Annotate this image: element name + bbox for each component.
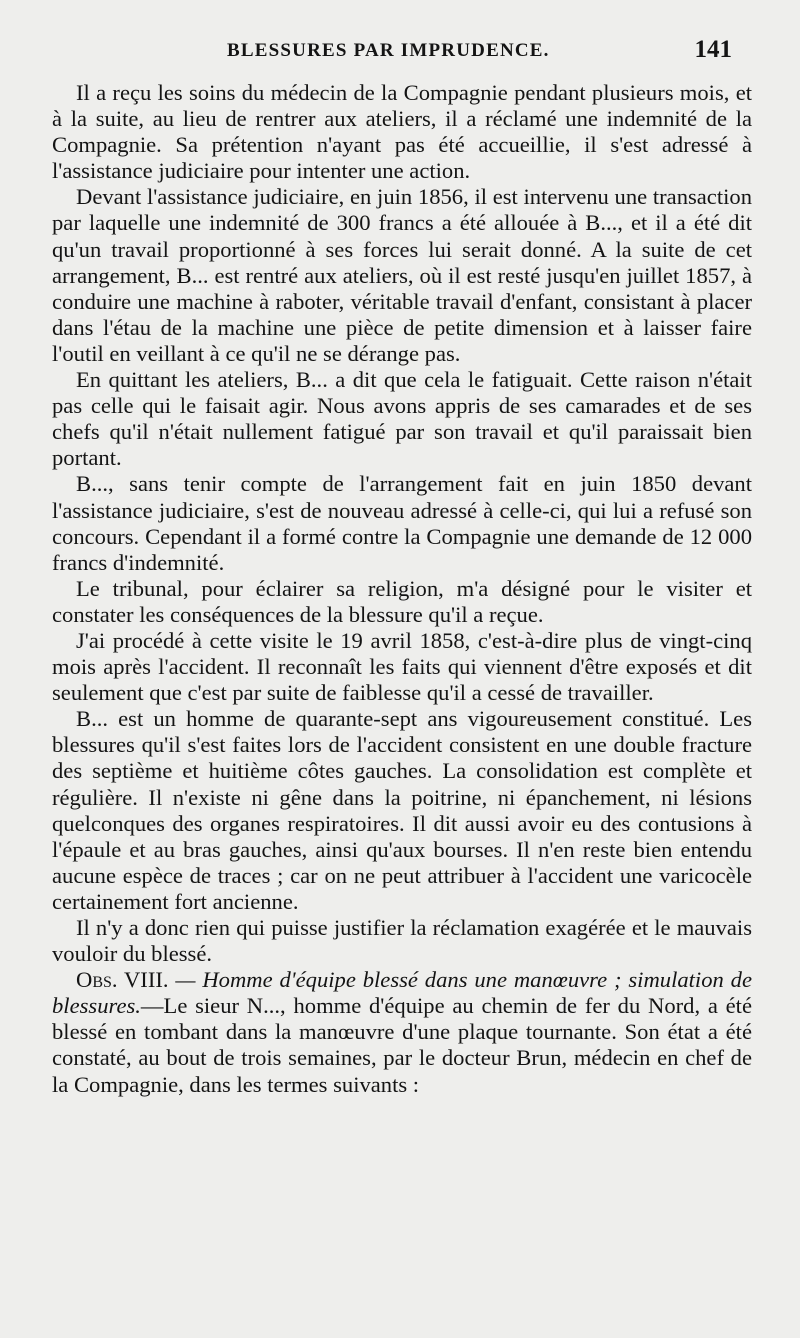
paragraph: J'ai procédé à cette visite le 19 avril 1858, c'est-à-dire plus de vingt-cinq mois après l'accident. Il reconnaît les faits qui viennent d'être exposés et dit seulement que c'est par suite de faiblesse qu'il a cessé de travailler. — [52, 627, 752, 706]
paragraph: Il a reçu les soins du médecin de la Compagnie pendant plusieurs mois, et à la suite, au lieu de rentrer aux ateliers, il a réclamé une indemnité de la Compagnie. Sa prétention n'ayant pas été accueillie, il s'est adressé à l'assistance judiciaire pour intenter une action. — [52, 80, 752, 184]
observation-paragraph — [52, 967, 752, 1097]
paragraph: B..., sans tenir compte de l'arrangement fait en juin 1850 devant l'assistance judiciaire, s'est de nouveau adressé à celle-ci, qui lui a refusé son concours. Cependant il a formé contre la Compagnie une demande de 12 000 francs d'indemnité. — [52, 471, 752, 575]
observation-title: — Homme d'équipe blessé dans une manœuvre ; simulation de blessures. — [52, 967, 752, 1019]
paragraph: Il n'y a donc rien qui puisse justifier la réclamation exagérée et le mauvais vouloir du blessé. — [52, 915, 752, 967]
running-head: BLESSURES PAR IMPRUDENCE. — [227, 40, 550, 61]
observation-label: Obs. VIII. — [76, 967, 169, 993]
paragraph: Le tribunal, pour éclairer sa religion, m'a désigné pour le visiter et constater les conséquences de la blessure qu'il a reçue. — [52, 575, 752, 627]
paragraph: En quittant les ateliers, B... a dit que cela le fatiguait. Cette raison n'était pas celle qui le faisait agir. Nous avons appris de ses camarades et de ses chefs qu'il n'était nullement fatigué par son travail et qu'il paraissait bien portant. — [52, 367, 752, 471]
observation-text: —Le sieur N..., homme d'équipe au chemin de fer du Nord, a été blessé en tombant dans la manœuvre d'une plaque tournante. Son état a été constaté, au bout de trois semaines, par le docteur Brun, médecin en chef de la Compagnie, dans les termes suivants : — [52, 993, 752, 1097]
page-number: 141 — [694, 36, 732, 63]
paragraph: B... est un homme de quarante-sept ans vigoureusement constitué. Les blessures qu'il s'est faites lors de l'accident consistent en une double fracture des septième et huitième côtes gauches. La consolidation est complète et régulière. Il n'existe ni gêne dans la poitrine, ni épanchement, ni lésions quelconques des organes respiratoires. Il dit aussi avoir eu des contusions à l'épaule et au bras gauches, ainsi qu'aux bourses. Il n'en reste bien entendu aucune espèce de traces ; car on ne peut attribuer à l'accident une varicocèle certainement fort ancienne. — [52, 706, 752, 914]
body-text — [52, 80, 752, 1098]
page-header — [52, 36, 732, 74]
paragraph: Devant l'assistance judiciaire, en juin 1856, il est intervenu une transaction par laquelle une indemnité de 300 francs a été allouée à B..., et il a été dit qu'un travail proportionné à ses forces lui serait donné. A la suite de cet arrangement, B... est rentré aux ateliers, où il est resté jusqu'en juillet 1857, à conduire une machine à raboter, véritable travail d'enfant, consistant à placer dans l'étau de la machine une pièce de petite dimension et à laisser faire l'outil en veillant à ce qu'il ne se dérange pas. — [52, 184, 752, 366]
